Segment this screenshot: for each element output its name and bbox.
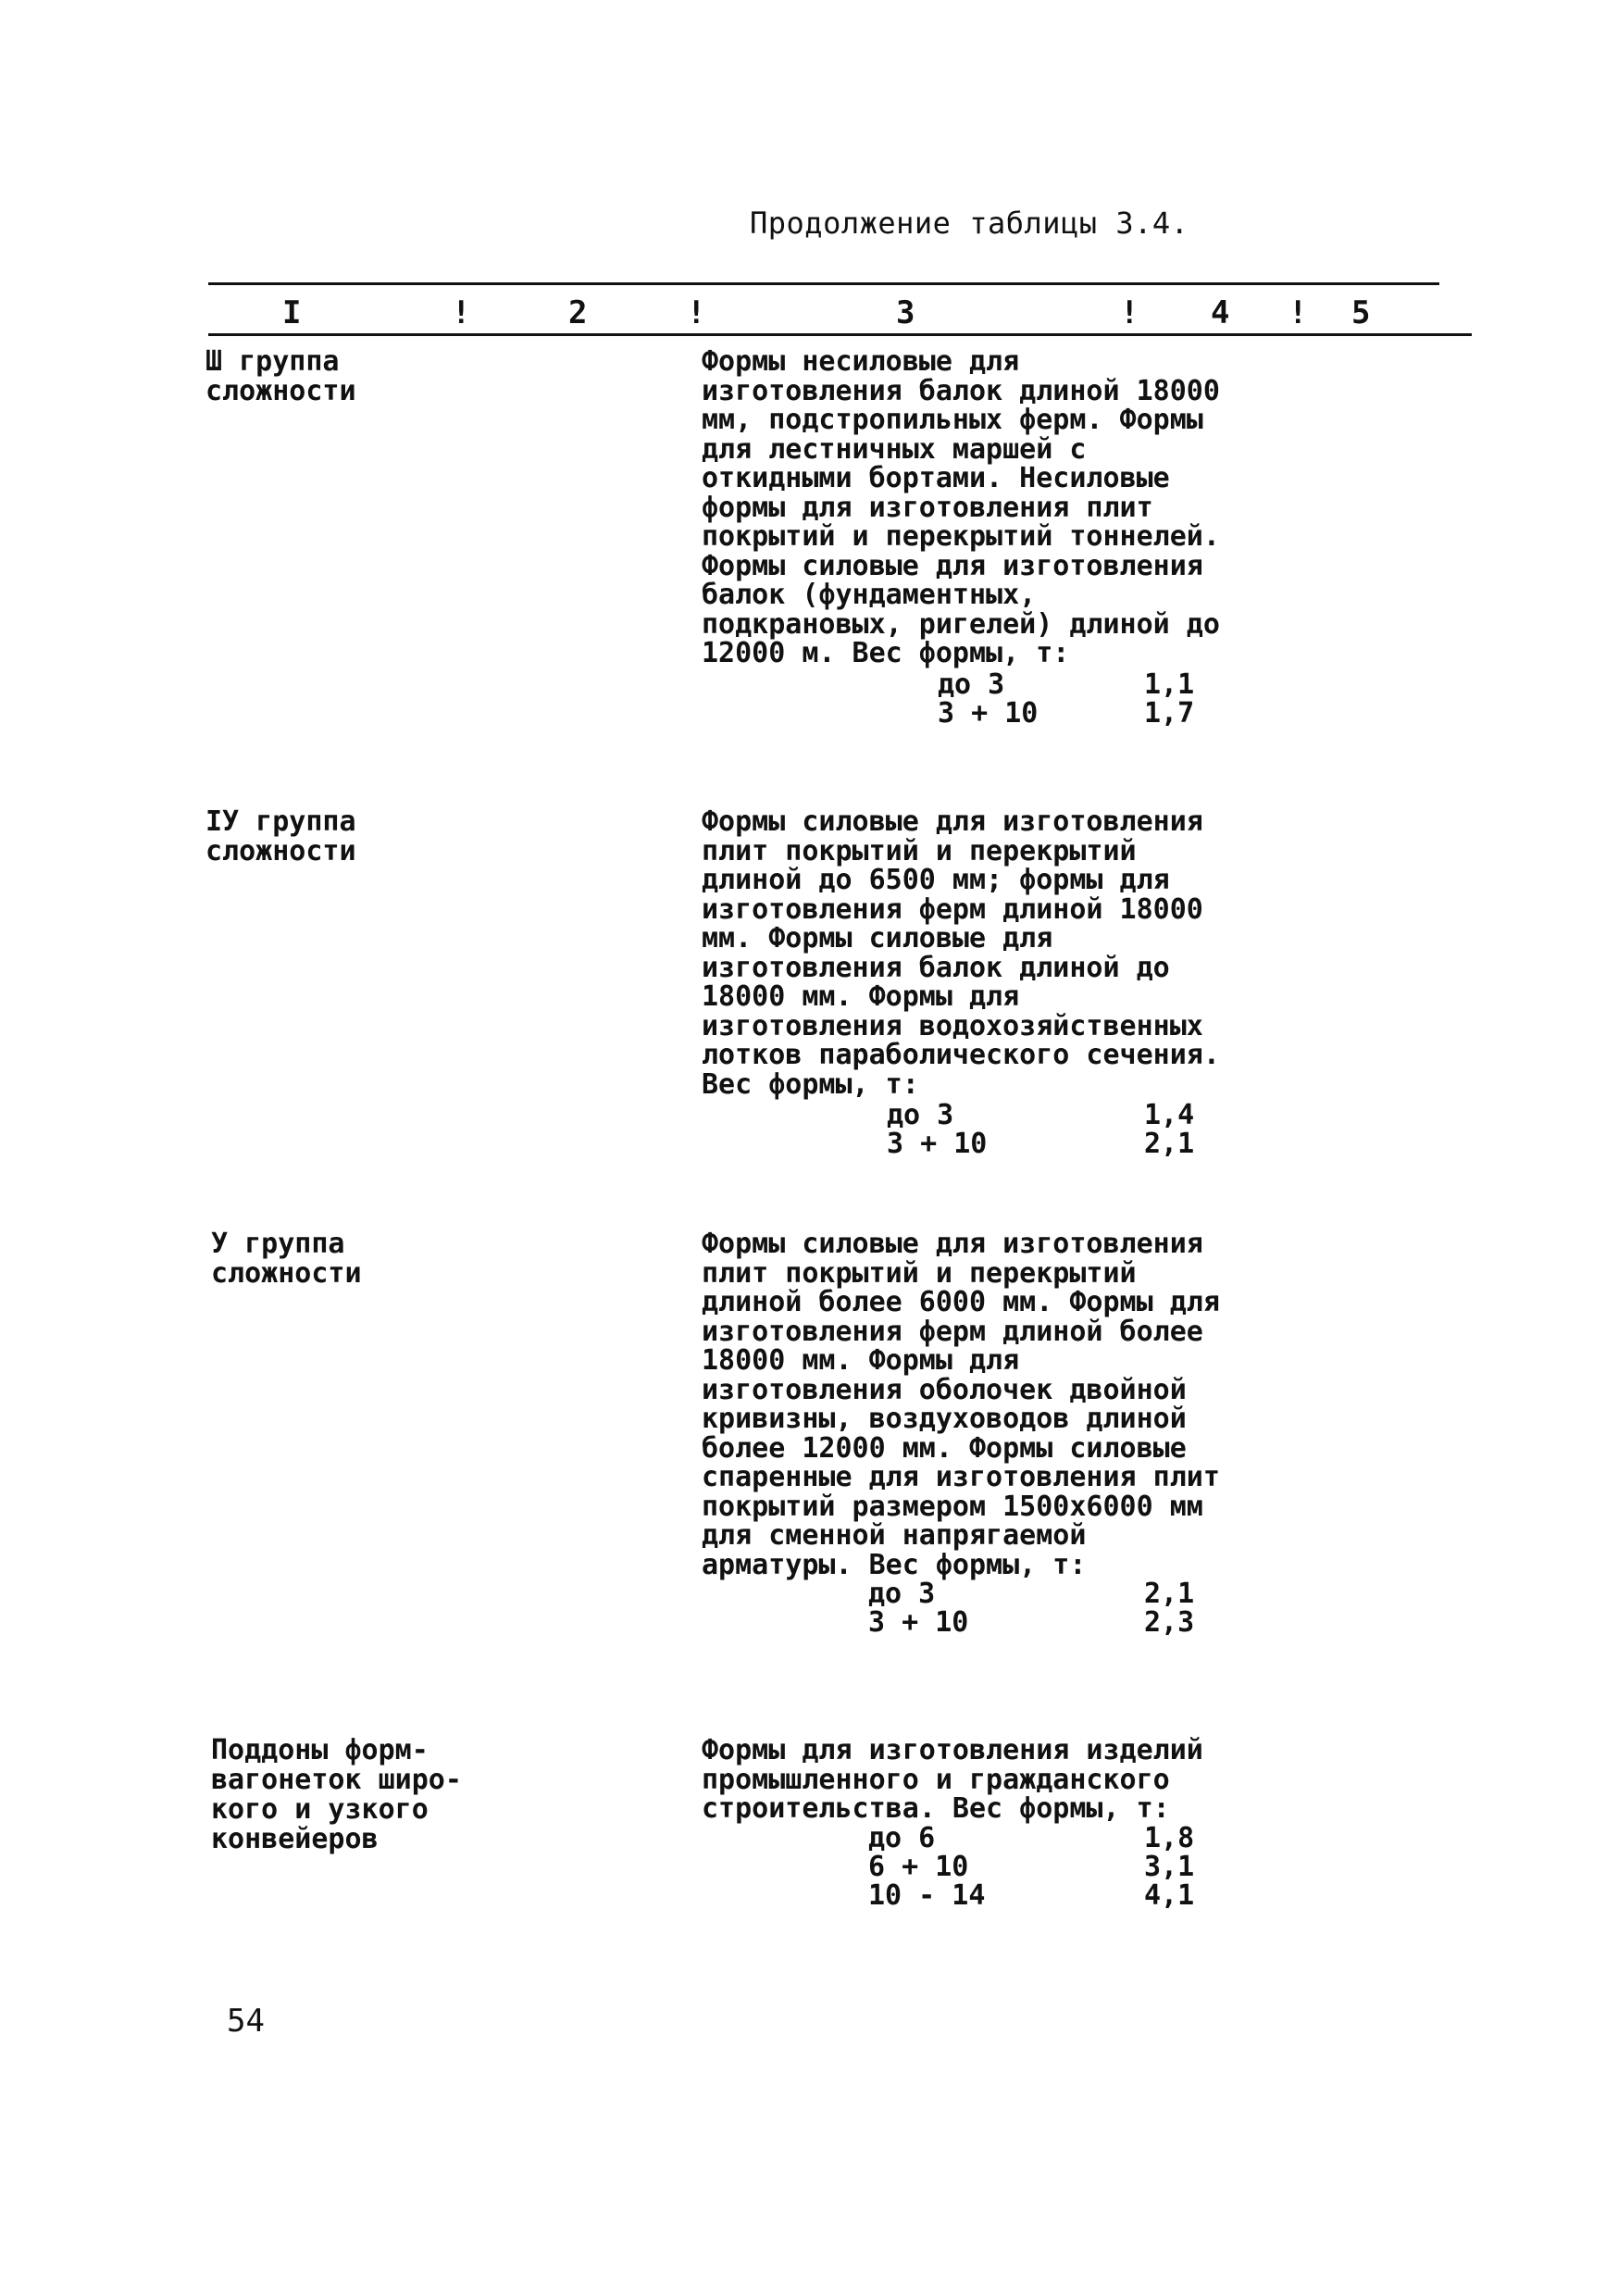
header-sep-4: ! xyxy=(1288,294,1308,331)
group-label: Поддоны форм- вагонеток широ- кого и узкого конвейеров xyxy=(211,1734,462,1855)
weight-coefficient: 2,3 xyxy=(1144,1606,1195,1639)
weight-row xyxy=(702,1101,1220,1129)
header-col-5: 5 xyxy=(1351,294,1371,331)
weight-range: до 6 xyxy=(868,1821,936,1854)
weight-row xyxy=(702,1821,1220,1854)
weight-row xyxy=(702,1129,1220,1158)
header-col-4: 4 xyxy=(1211,294,1230,331)
form-description xyxy=(702,347,1220,728)
weight-coefficient: 1,4 xyxy=(1144,1099,1195,1131)
page-number: 54 xyxy=(227,2003,265,2040)
weight-coefficient: 3,1 xyxy=(1144,1850,1195,1883)
weight-row xyxy=(702,1878,1220,1912)
description-text: Формы для изготовления изделий промышленного и гражданского строительства. Вес формы, т: xyxy=(702,1734,1203,1825)
weight-row xyxy=(702,1608,1220,1637)
header-sep-3: ! xyxy=(1120,294,1139,331)
weight-range: до 3 xyxy=(887,1099,954,1131)
weight-row xyxy=(702,1850,1220,1883)
header-col-2: 2 xyxy=(568,294,588,331)
weight-range: 10 - 14 xyxy=(868,1878,986,1912)
form-description xyxy=(702,1736,1220,1910)
weight-range: 6 + 10 xyxy=(868,1850,969,1883)
weight-row xyxy=(702,696,1220,730)
header-col-3: 3 xyxy=(896,294,915,331)
weight-coefficient: 2,1 xyxy=(1144,1578,1195,1610)
weight-coefficient: 2,1 xyxy=(1144,1128,1195,1160)
weight-coefficient: 1,1 xyxy=(1144,668,1195,701)
weight-row xyxy=(702,670,1220,699)
header-sep-2: ! xyxy=(687,294,706,331)
header-col-1: I xyxy=(282,294,302,331)
description-text: Формы силовые для изготовления плит покрытий и перекрытий длиной до 6500 мм; формы для изготовления ферм длиной 18000 мм. Формы силовые для изготовления балок длиной до 18000 мм. Формы для изготовления водохозяйственных лотков параболического сечения. Вес формы, т: xyxy=(702,805,1220,1101)
group-label: IУ группа сложности xyxy=(205,805,356,867)
table-top-rule xyxy=(208,282,1439,285)
weight-range: 3 + 10 xyxy=(938,696,1039,730)
description-text: Формы несиловые для изготовления балок длиной 18000 мм, подстропильных ферм. Формы для лестничных маршей с откидными бортами. Несиловые формы для изготовления плит покрытий и перекрытий тоннелей. Формы силовые для изготовления балок (фундаментных, подкрановых, ригелей) длиной до 12000 м. Вес формы, т: xyxy=(702,345,1220,669)
form-description xyxy=(702,1229,1220,1637)
table-caption: Продолжение таблицы 3.4. xyxy=(750,206,1189,241)
weight-row xyxy=(702,1579,1220,1608)
group-label: Ш группа сложности xyxy=(205,345,356,407)
description-text: Формы силовые для изготовления плит покрытий и перекрытий длиной более 6000 мм. Формы для изготовления ферм длиной более 18000 мм. Формы для изготовления оболочек двойной кривизны, воздуховодов длиной более 12000 мм. Формы силовые спаренные для изготовления плит покрытий размером 1500х6000 мм для сменной напрягаемой арматуры. Вес формы, т: xyxy=(702,1228,1220,1581)
group-label: У группа сложности xyxy=(211,1228,362,1290)
weight-range: до 3 xyxy=(938,668,1005,701)
table-header-rule xyxy=(208,333,1472,336)
weight-coefficient: 4,1 xyxy=(1144,1878,1195,1912)
form-description xyxy=(702,807,1220,1158)
weight-coefficient: 1,7 xyxy=(1144,696,1195,730)
weight-range: до 3 xyxy=(868,1578,936,1610)
header-sep-1: ! xyxy=(452,294,471,331)
weight-coefficient: 1,8 xyxy=(1144,1821,1195,1854)
weight-range: 3 + 10 xyxy=(887,1128,988,1160)
weight-range: 3 + 10 xyxy=(868,1606,969,1639)
